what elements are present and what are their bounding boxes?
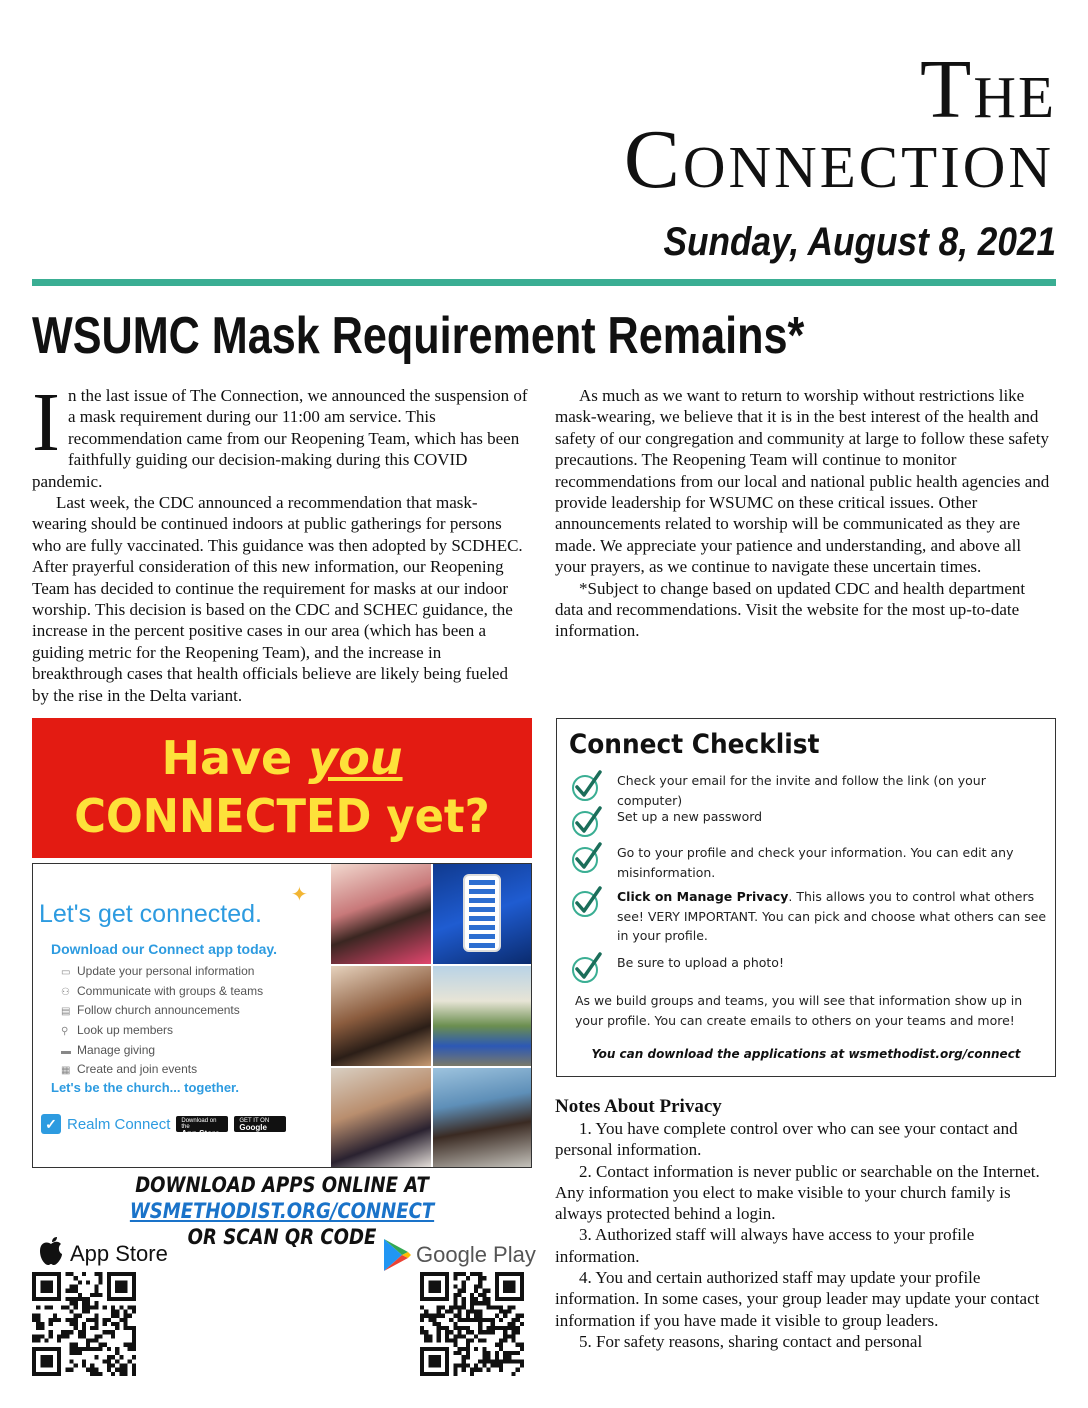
- photo-man-phone: [433, 1068, 532, 1168]
- promo-subtitle: Download our Connect app today.: [51, 941, 278, 957]
- banner-you: you: [308, 731, 403, 785]
- item-text: Be sure to upload a photo!: [617, 955, 784, 970]
- article-paragraph-3: As much as we want to return to worship without restrictions like mask-wearing, we believe that it is in the best interest of the health and safety of our congregation and community at large to follow these safety precautions. The Reopening Team will continue to monitor recommendations from our local and national public health agencies and provide leadership for WSUMC on these critical issues. Other announcements related to worship will be communicated as they are made. We appreciate your patience and understanding, and above all your prayers, as we continue to navigate these uncertain times.: [555, 386, 1050, 577]
- drop-cap: I: [32, 376, 60, 469]
- sparkle-icon: ✦: [291, 882, 308, 906]
- checklist-footer: You can download the applications at wsmethodist.org/connect: [591, 1047, 1021, 1061]
- list-item: [61, 1001, 263, 1021]
- photo-collage: [331, 864, 532, 1167]
- privacy-note: 5. For safety reasons, sharing contact and personal: [579, 1331, 923, 1351]
- checklist-item-text: [617, 807, 1049, 827]
- checkmark-icon: [569, 769, 603, 803]
- promo-tagline: Let's be the church... together.: [51, 1080, 240, 1095]
- checkmark-icon: [569, 841, 603, 875]
- credit-card-icon: ▬: [61, 1045, 71, 1057]
- article-column-left: [32, 376, 528, 706]
- checklist-item-text: [617, 953, 1049, 973]
- photo-volunteers: [433, 966, 532, 1066]
- item-text: . This allows you to control what others see! VERY IMPORTANT. You can pick and choose what others can see in your profile.: [617, 889, 1047, 943]
- phone-icon: [463, 874, 501, 952]
- list-item: [61, 1060, 263, 1080]
- apple-icon: [38, 1236, 64, 1272]
- issue-date: Sunday, August 8, 2021: [663, 220, 1056, 264]
- connected-banner: [32, 718, 532, 858]
- feature-label: Follow church announcements: [77, 1003, 240, 1018]
- download-link[interactable]: WSMETHODIST.ORG/CONNECT: [129, 1199, 435, 1223]
- photo-woman-phone: [331, 864, 431, 964]
- group-icon: ⚇: [61, 986, 70, 998]
- privacy-notes: [555, 1118, 1055, 1352]
- realm-connect-brand: [41, 1114, 286, 1140]
- app-store-badge[interactable]: [176, 1116, 228, 1138]
- paragraph-1-text: n the last issue of The Connection, we announced the suspension of a mask requirement during our 11:00 am service. This recommendation came from our Reopening Team, which has been faithfully guiding our decision-making during this COVID pandemic.: [32, 386, 528, 491]
- feature-label: Communicate with groups & teams: [77, 983, 264, 998]
- article-column-right: [555, 385, 1055, 642]
- announcement-icon: ▤: [61, 1006, 71, 1018]
- scan-qr-text: OR SCAN QR CODE: [187, 1225, 377, 1249]
- badge-big-text: Google Play: [239, 1123, 267, 1140]
- google-play-icon: [382, 1238, 412, 1272]
- item-text: Check your email for the invite and follow the link (on your computer): [617, 773, 986, 808]
- article-paragraph-2: Last week, the CDC announced a recommendation that mask-wearing should be continued indoors at public gatherings for persons who are fully vaccinated. This guidance was then adopted by SCDHEC. After prayerful consideration of this new information, our Reopening Team has decided to continue the requirement for masks at our indoor worship. This decision is based on the CDC and SCHEC guidance, the increase in the percent positive cases in our area (which has been a guiding metric for the Reopening Team), and the increase in breakthrough cases that health officials believe are likely being fueled by the rise in the Delta variant.: [32, 493, 523, 705]
- realm-logo-icon: ✓: [41, 1114, 61, 1134]
- checklist-item-text: [617, 843, 1049, 882]
- photo-app-screen: [433, 864, 532, 964]
- app-store-label: App Store: [70, 1241, 168, 1266]
- item-text: Go to your profile and check your information. You can edit any misinformation.: [617, 845, 1014, 880]
- banner-line-1: [32, 730, 532, 786]
- badge-small-text: Download on the: [181, 1118, 217, 1130]
- privacy-note: 1. You have complete control over who can see your contact and personal information.: [555, 1119, 1018, 1160]
- list-item: [61, 982, 263, 1002]
- article-paragraph-1: [32, 376, 528, 492]
- checkmark-icon: [569, 885, 603, 919]
- masthead-title: Connection: [623, 113, 1054, 206]
- list-item: [61, 1021, 263, 1041]
- badge-big-text: App Store: [181, 1129, 220, 1138]
- privacy-note: 3. Authorized staff will always have access to your profile information.: [555, 1225, 975, 1266]
- connect-checklist: [556, 718, 1056, 1077]
- banner-line-2: CONNECTED yet?: [74, 789, 490, 843]
- privacy-note: 4. You and certain authorized staff may update your profile information. In some cases, your group leader may update your contact information if you have made it visible to group leaders.: [555, 1268, 1040, 1330]
- download-heading: DOWNLOAD APPS ONLINE AT: [135, 1173, 429, 1197]
- masthead-rule: [32, 279, 1056, 286]
- photo-women-bible: [331, 966, 431, 1066]
- list-item: [61, 1041, 263, 1061]
- promo-feature-list: [61, 962, 263, 1080]
- masthead-the: The: [920, 43, 1056, 136]
- item-bold-text: Click on Manage Privacy: [617, 889, 789, 904]
- privacy-heading: Notes About Privacy: [555, 1096, 722, 1117]
- promo-title: Let's get connected.: [39, 900, 262, 928]
- feature-label: Create and join events: [77, 1062, 198, 1077]
- checklist-note: As we build groups and teams, you will see that information show up in your profile. You can create emails to others on your teams and more!: [575, 993, 1023, 1028]
- feature-label: Update your personal information: [77, 964, 255, 978]
- feature-label: Look up members: [77, 1023, 174, 1038]
- google-play-label: Google Play: [416, 1242, 536, 1267]
- realm-brand-label: Realm Connect: [67, 1115, 171, 1133]
- calendar-icon: ▦: [61, 1065, 71, 1077]
- id-card-icon: ▭: [61, 967, 71, 978]
- article-headline: WSUMC Mask Requirement Remains*: [32, 307, 805, 365]
- banner-have: Have: [161, 731, 309, 785]
- badge-small-text: GET IT ON: [239, 1118, 270, 1124]
- checklist-item-text: [617, 771, 1049, 810]
- app-store-logo[interactable]: [38, 1236, 168, 1272]
- google-play-logo[interactable]: [382, 1238, 536, 1272]
- list-item: [61, 962, 263, 982]
- checkmark-icon: [569, 951, 603, 985]
- item-text: Set up a new password: [617, 809, 763, 824]
- checklist-title: Connect Checklist: [569, 729, 820, 760]
- privacy-note: 2. Contact information is never public or searchable on the Internet. Any information you elect to make visible to your church family is always protected behind a login.: [555, 1161, 1040, 1224]
- google-play-qr-code[interactable]: [420, 1272, 524, 1376]
- checklist-item-text: [617, 887, 1049, 946]
- search-icon: ⚲: [61, 1026, 69, 1038]
- app-store-qr-code[interactable]: [32, 1272, 136, 1376]
- article-paragraph-4: *Subject to change based on updated CDC and health department data and recommendations. Visit the website for the most up-to-date information.: [555, 578, 1026, 641]
- checkmark-icon: [569, 805, 603, 839]
- connect-app-promo: [32, 863, 532, 1168]
- photo-woman-smiling: [331, 1068, 431, 1168]
- feature-label: Manage giving: [77, 1042, 156, 1057]
- google-play-badge[interactable]: [234, 1116, 286, 1140]
